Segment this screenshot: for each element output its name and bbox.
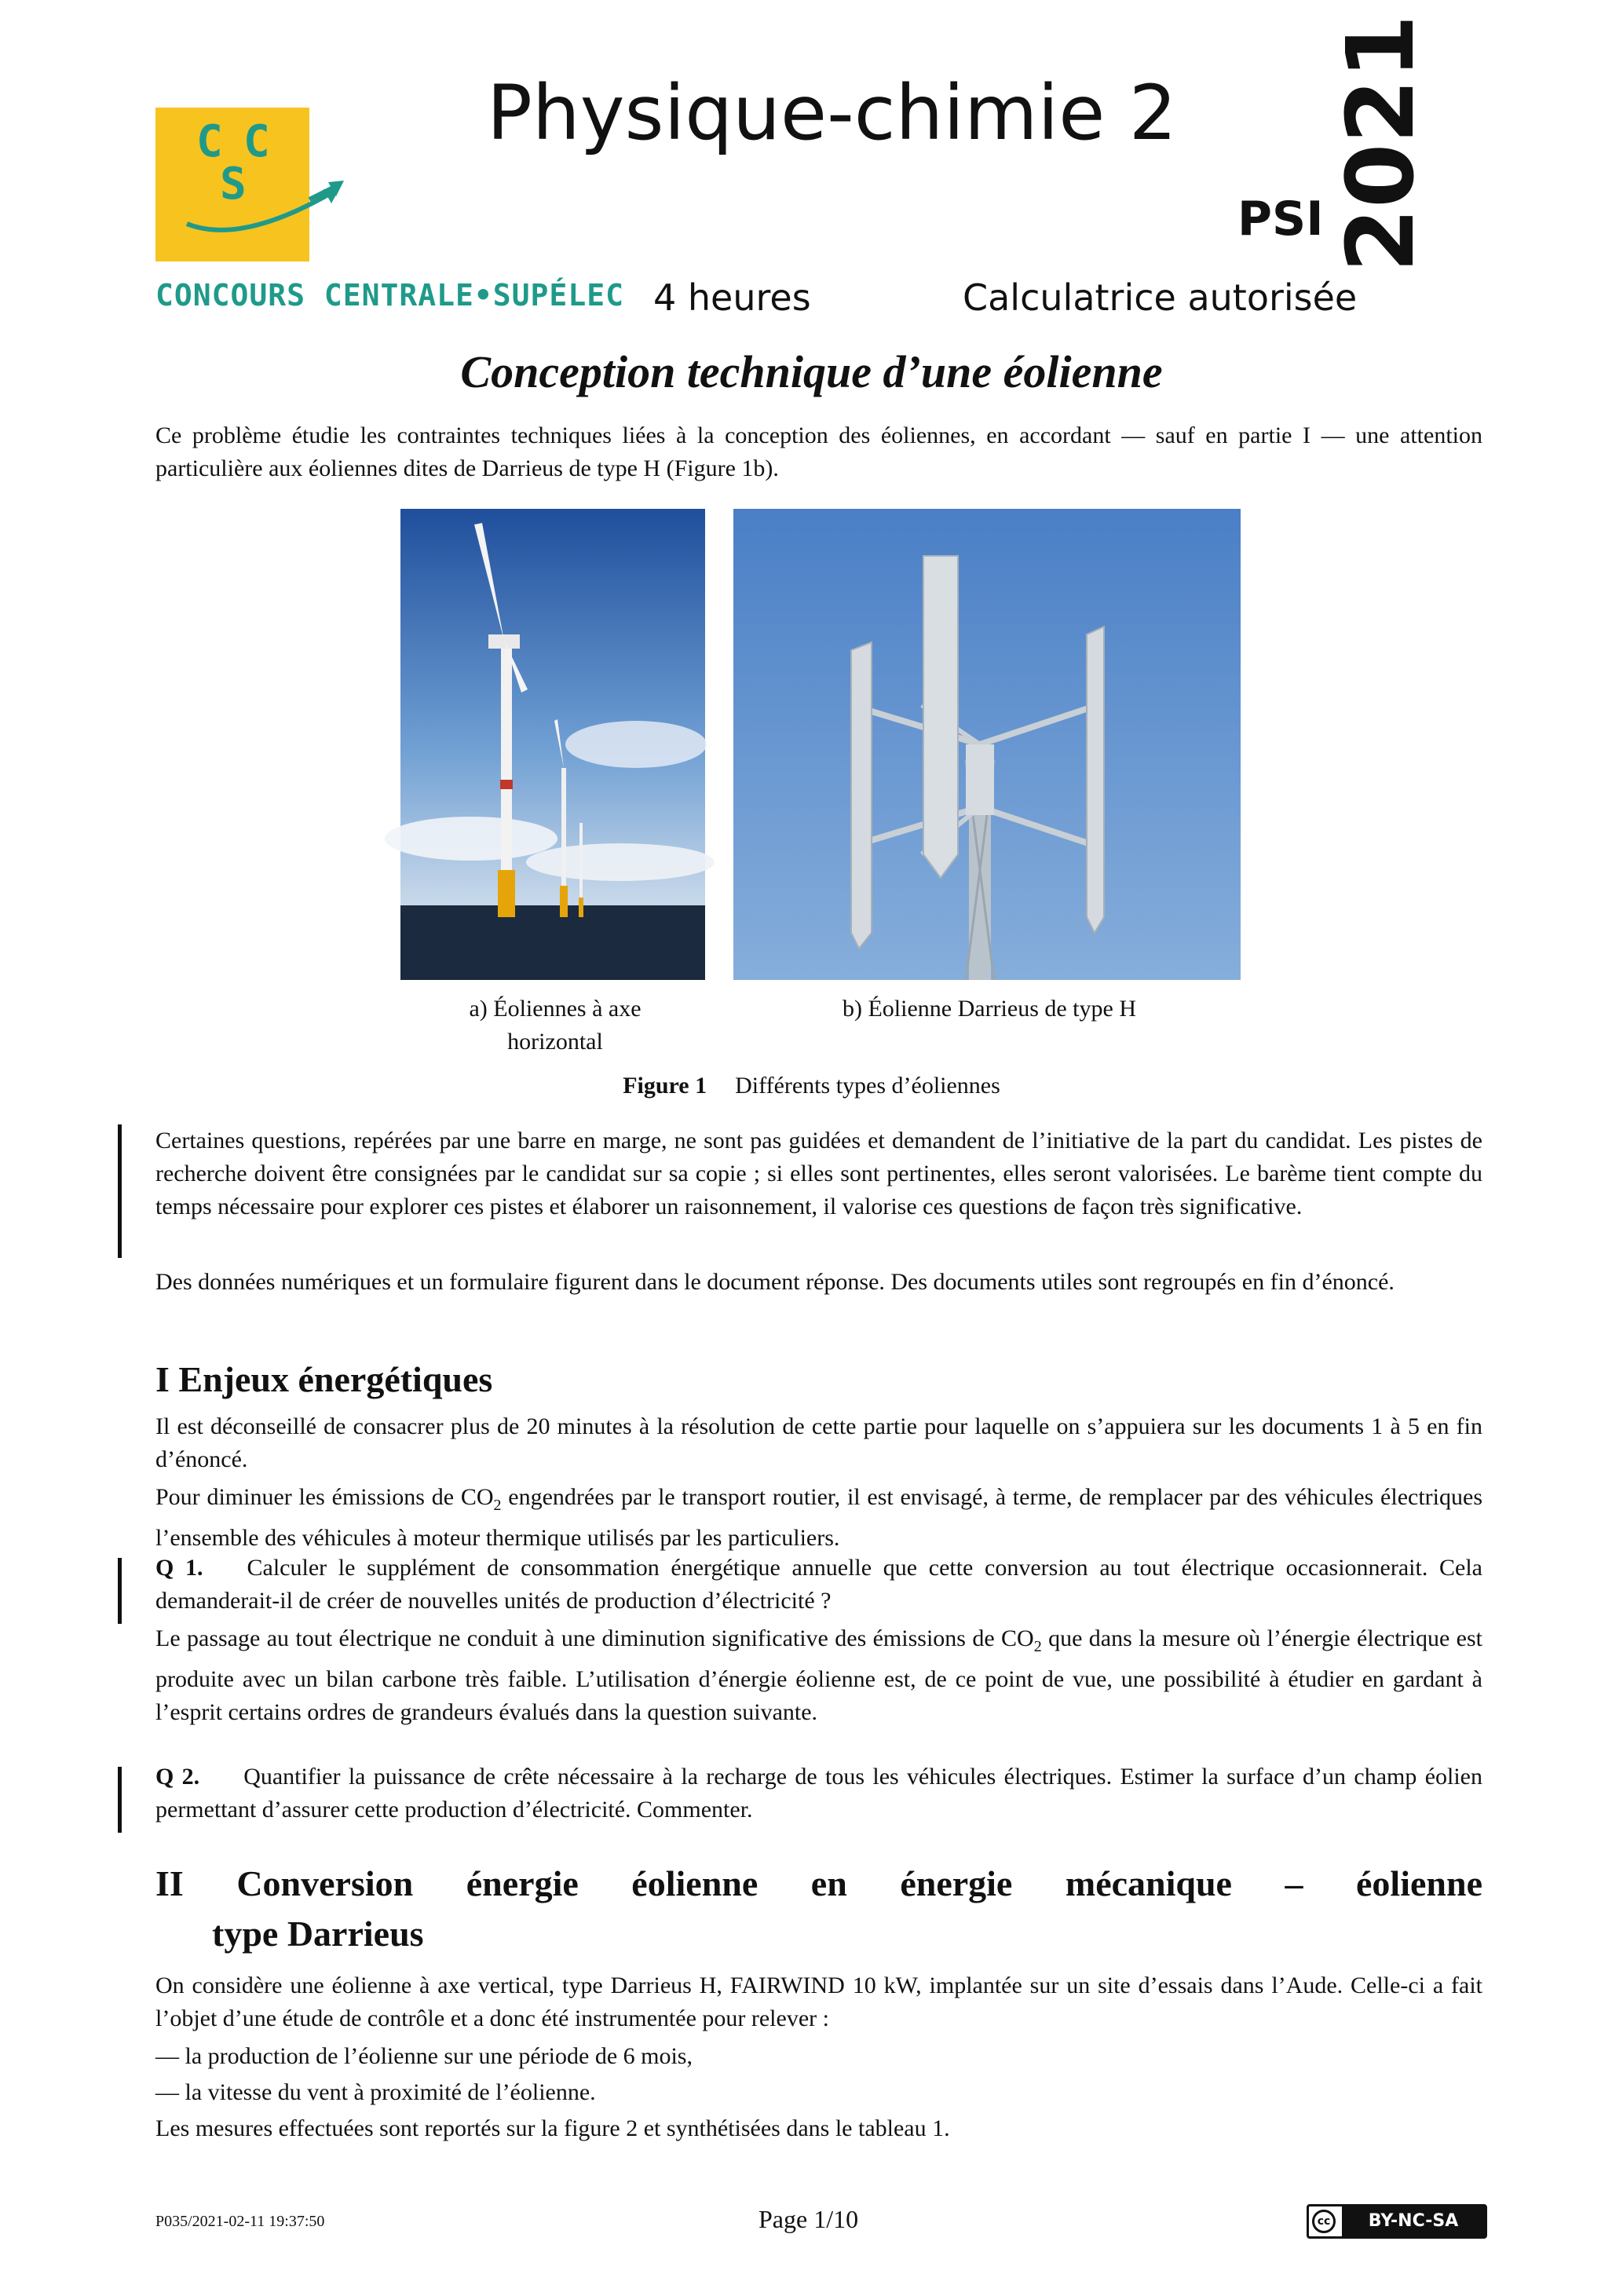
creative-commons-icon: cc [1312,2210,1336,2233]
figure-1a-image [400,509,705,980]
margin-bar-q2 [118,1767,122,1833]
figure-1-caption [0,1069,1623,1102]
horizontal-wind-turbines-illustration [400,509,705,980]
license-text: BY-NC-SA [1342,2206,1485,2236]
margin-bar-q1 [118,1558,122,1624]
part-1-heading: I Enjeux énergétiques [155,1359,493,1399]
svg-text:2021: 2021 [1326,14,1435,272]
figure-1b-caption: b) Éolienne Darrieus de type H [842,996,1137,1022]
logo-arrow-tip-icon [309,181,349,220]
logo-text: CONCOURS CENTRALE•SUPÉLEC [155,278,624,313]
logo-mark-icon [155,108,309,261]
part-2-paragraph-2: Les mesures effectuées sont reportés sur la figure 2 et synthétisées dans le tableau 1. [155,2115,950,2141]
part-2-heading-line-2: type Darrieus [212,1914,424,1954]
question-2-text: Quantifier la puissance de crête nécessaire à la recharge de tous les véhicules électriques. Estimer la surface d’un champ éolien permettant d’assurer cette production d’électricité. Commenter. [155,1764,1482,1823]
question-2 [155,1760,1482,1826]
svg-text:C: C [196,116,223,167]
question-1-text: Calculer le supplément de consommation énergétique annuelle que cette conversion au tout électrique occasionnerait. Cela demanderait-il de créer de nouvelles unités de production d’électricité ? [155,1555,1482,1614]
license-badge [1307,2204,1487,2239]
duration-label: 4 heures [653,276,811,319]
question-2-label: Q 2. [155,1764,200,1790]
part-1-paragraph-2: Pour diminuer les émissions de $CO_2$ engendrées par le transport routier, il est envisagé, à terme, de remplacer par des véhicules électriques l’ensemble des véhicules à moteur thermique utilisés par les particuliers. [155,1484,1482,1551]
document-title: Conception technique d’une éolienne [460,346,1163,397]
margin-bar [118,1124,122,1258]
year-label [1326,14,1500,314]
footer-code: P035/2021-02-11 19:37:50 [155,2213,325,2230]
part-2-heading-line-1: II Conversion énergie éolienne en énergie mécanique – éolienne [155,1863,1482,1903]
figure-caption-text: Différents types d’éoliennes [735,1073,1000,1099]
question-1-label: Q 1. [155,1555,203,1581]
data-note: Des données numériques et un formulaire figurent dans le document réponse. Des documents utiles sont regroupés en fin d’énoncé. [155,1269,1395,1295]
svg-text:S: S [220,159,247,210]
track-label: PSI [1237,192,1324,247]
exam-title: Physique-chimie 2 [487,69,1177,157]
question-1 [155,1552,1482,1618]
list-item: — la vitesse du vent à proximité de l’éolienne. [155,2079,596,2105]
part-1-paragraph-3: Le passage au tout électrique ne conduit à une diminution significative des émissions de $CO_2$ que dans la mesure où l’énergie électrique est produite avec un bilan carbone très faible. L’utilisation d’énergie éolienne est, de ce point de vue, une possibilité à étudier en gardant à l’esprit certains ordres de grandeurs évalués dans la question suivante. [155,1625,1482,1725]
calculator-label: Calculatrice autorisée [963,276,1358,319]
svg-text:C: C [243,116,270,167]
page-number: Page 1/10 [758,2205,859,2233]
figure-1a-caption: a) Éoliennes à axe horizontal [469,996,642,1055]
darrieus-h-turbine-illustration [733,509,1241,980]
initiative-note: Certaines questions, repérées par une barre en marge, ne sont pas guidées et demandent de l’initiative de la part du candidat. Les pistes de recherche doivent être consignées par le candidat sur sa copie ; si elles sont pertinentes, elles seront valorisées. Le barème tient compte du temps nécessaire pour explorer ces pistes et élaborer un raisonnement, il valorise ces questions de façon très significative. [155,1128,1482,1219]
figure-1b-image [733,509,1241,980]
part-2-paragraph-1: On considère une éolienne à axe vertical, type Darrieus H, FAIRWIND 10 kW, implantée sur un site d’essais dans l’Aude. Celle-ci a fait l’objet d’une étude de contrôle et a donc été instrumentée pour relever : [155,1972,1482,2031]
figure-label: Figure 1 [623,1073,707,1099]
intro-paragraph: Ce problème étudie les contraintes techniques liées à la conception des éoliennes, en accordant — sauf en partie I — une attention particulière aux éoliennes dites de Darrieus de type H (Figure 1b). [155,422,1482,481]
logo [155,108,309,261]
part-1-paragraph-1: Il est déconseillé de consacrer plus de 20 minutes à la résolution de cette partie pour laquelle on s’appuiera sur les documents 1 à 5 en fin d’énoncé. [155,1413,1482,1472]
list-item: — la production de l’éolienne sur une période de 6 mois, [155,2043,693,2069]
